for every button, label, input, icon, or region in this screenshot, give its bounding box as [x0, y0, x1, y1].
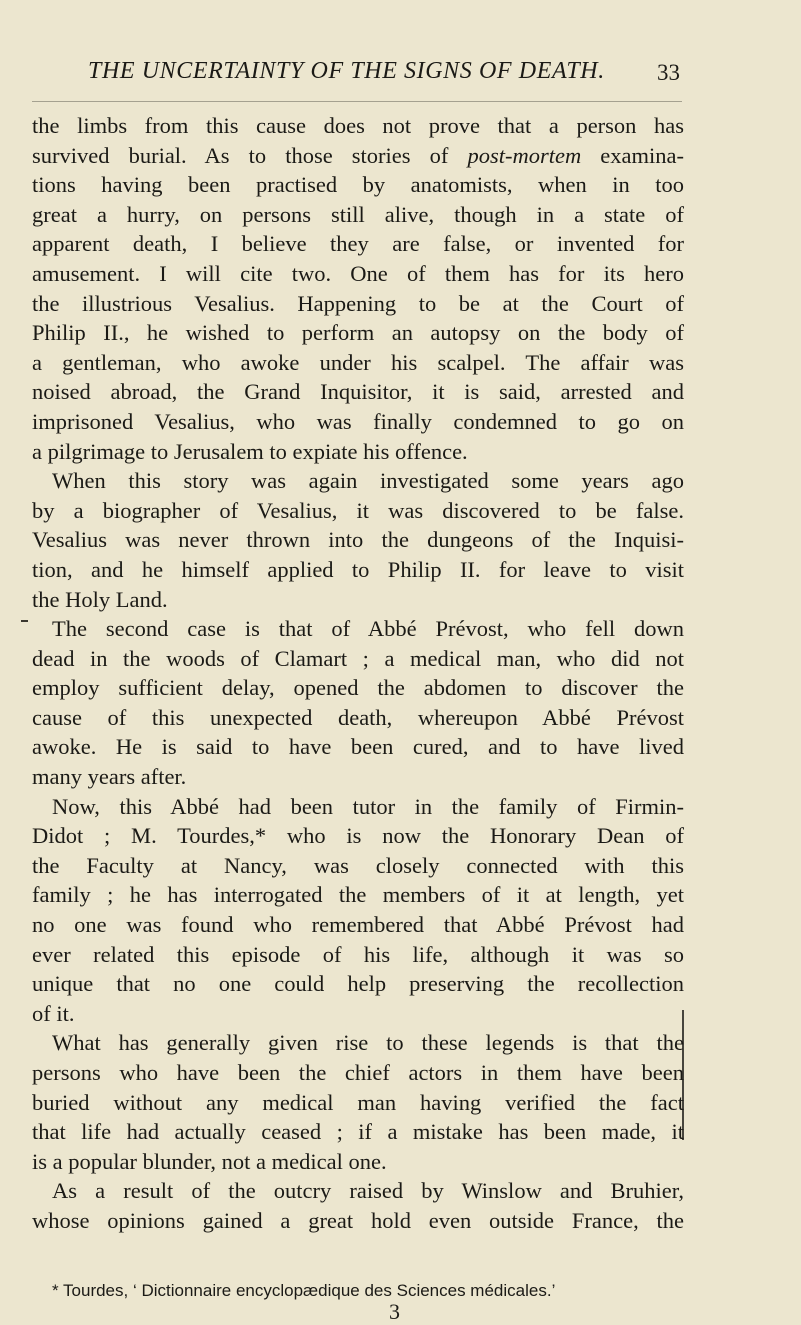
text-line: amusement. I will cite two. One of them has for its hero — [32, 260, 684, 286]
text-line: unique that no one could help preserving the recollection — [32, 971, 684, 997]
text-line: many years after. — [32, 764, 187, 790]
text-line: family ; he has interrogated the members of it at length, yet — [32, 882, 684, 908]
text-line: whose opinions gained a great hold even outside France, the — [32, 1207, 684, 1233]
footnote: * Tourdes, ‘ Dictionnaire encyclopædique des Sciences médicales.’ — [52, 1281, 556, 1300]
text-line: the Holy Land. — [32, 586, 168, 612]
text-line: imprisoned Vesalius, who was finally condemned to go on — [32, 408, 684, 434]
text-line: persons who have been the chief actors in them have been — [32, 1060, 684, 1085]
italic-term: post-mortem — [467, 142, 582, 168]
text-line: no one was found who remembered that Abbé Prévost had — [32, 912, 684, 938]
text-segment: examina- — [581, 142, 684, 168]
text-line: As a result of the outcry raised by Winslow and Bruhier, — [52, 1178, 684, 1204]
text-line: tion, and he himself applied to Philip II. for leave to visit — [32, 556, 684, 582]
text-line: Philip II., he wished to perform an autopsy on the body of — [32, 320, 684, 346]
text-line: employ sufficient delay, opened the abdomen to discover the — [32, 675, 684, 701]
text-line: apparent death, I believe they are false, or invented for — [32, 231, 684, 257]
text-line: Didot ; M. Tourdes,* who is now the Honorary Dean of — [32, 823, 684, 849]
text-line: a pilgrimage to Jerusalem to expiate his offence. — [32, 438, 468, 464]
text-line: awoke. He is said to have been cured, and to have lived — [32, 734, 684, 760]
text-line: the illustrious Vesalius. Happening to be at the Court of — [32, 290, 684, 316]
text-line: What has generally given rise to these legends is that the — [52, 1030, 684, 1056]
text-line: the limbs from this cause does not prove that a person has — [32, 113, 684, 138]
text-line: of it. — [32, 1000, 75, 1026]
text-segment: survived burial. As to those stories of — [32, 142, 468, 168]
text-line: is a popular blunder, not a medical one. — [32, 1148, 387, 1174]
text-line: tions having been practised by anatomists, when in too — [32, 172, 684, 198]
page-number-top: 33 — [657, 60, 680, 85]
text-line: the Faculty at Nancy, was closely connected with this — [32, 852, 684, 878]
running-title: THE UNCERTAINTY OF THE SIGNS OF DEATH. — [88, 58, 605, 84]
text-line: that life had actually ceased ; if a mistake has been made, it — [32, 1119, 684, 1145]
text-line: ever related this episode of his life, although it was so — [32, 941, 684, 967]
text-line: dead in the woods of Clamart ; a medical man, who did not — [32, 645, 684, 671]
text-line: by a biographer of Vesalius, it was discovered to be false. — [32, 497, 684, 523]
text-line: Vesalius was never thrown into the dungeons of the Inquisi- — [32, 527, 684, 553]
running-head — [88, 58, 680, 98]
signature-mark: 3 — [389, 1299, 400, 1324]
margin-mark — [21, 620, 28, 622]
text-line: a gentleman, who awoke under his scalpel. The affair was — [32, 349, 684, 375]
text-line — [32, 141, 684, 171]
text-line: buried without any medical man having verified the fact — [32, 1089, 684, 1115]
text-line: When this story was again investigated some years ago — [52, 468, 684, 494]
body-text — [32, 111, 684, 1236]
text-line: Now, this Abbé had been tutor in the family of Firmin- — [52, 793, 684, 819]
text-line: noised abroad, the Grand Inquisitor, it is said, arrested and — [32, 379, 684, 405]
text-line: great a hurry, on persons still alive, though in a state of — [32, 201, 684, 227]
header-rule — [32, 101, 682, 102]
text-line: cause of this unexpected death, whereupon Abbé Prévost — [32, 704, 684, 730]
text-line: The second case is that of Abbé Prévost, who fell down — [52, 616, 684, 642]
